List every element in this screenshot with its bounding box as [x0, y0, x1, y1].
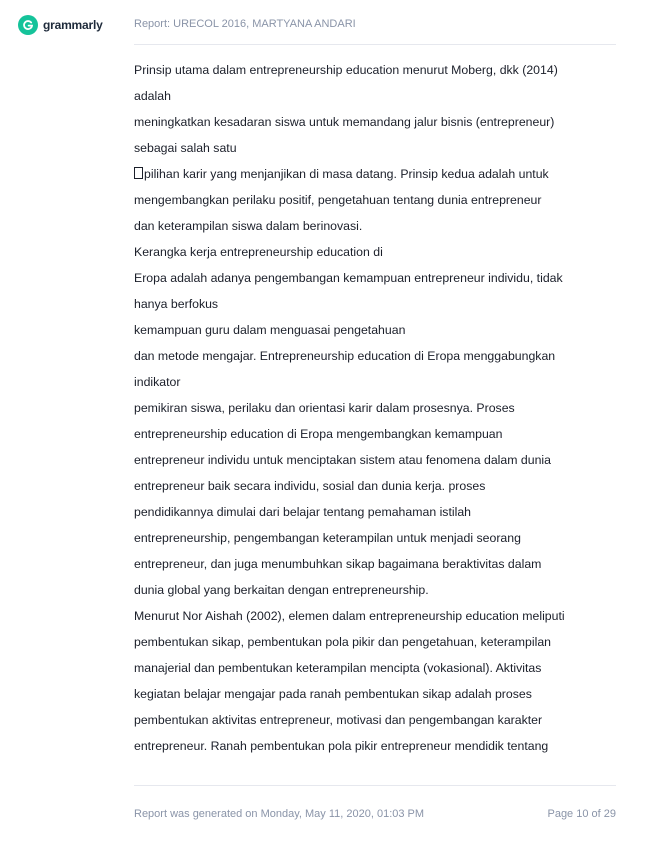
text-line: dan metode mengajar. Entrepreneurship education di Eropa menggabungkan: [134, 349, 556, 363]
text-line: kegiatan belajar mengajar pada ranah pembentukan sikap adalah proses: [134, 687, 532, 701]
text-line: pemikiran siswa, perilaku dan orientasi karir dalam prosesnya. Proses: [134, 401, 515, 415]
text-line: Eropa adalah adanya pengembangan kemampuan entrepreneur individu, tidak: [134, 271, 563, 285]
text-line: adalah: [134, 89, 171, 103]
text-line: pembentukan aktivitas entrepreneur, motivasi dan pengembangan karakter: [134, 713, 543, 727]
text-line: Kerangka kerja entrepreneurship education di: [134, 245, 383, 259]
text-line: manajerial dan pembentukan keterampilan mencipta (vokasional). Aktivitas: [134, 661, 542, 675]
footer-divider: [134, 785, 616, 786]
text-line: [134, 161, 614, 187]
brand-name: grammarly: [43, 18, 103, 32]
text-line: hanya berfokus: [134, 297, 219, 311]
text-line: mengembangkan perilaku positif, pengetahuan tentang dunia entrepreneur: [134, 193, 542, 207]
page-number: Page 10 of 29: [547, 808, 616, 820]
text-line: Prinsip utama dalam entrepreneurship education menurut Moberg, dkk (2014): [134, 63, 558, 77]
text-line: entrepreneurship, pengembangan keterampilan untuk menjadi seorang: [134, 531, 521, 545]
grammarly-logo[interactable]: [18, 15, 103, 35]
report-title: Report: URECOL 2016, MARTYANA ANDARI: [134, 18, 356, 30]
report-text: [134, 57, 614, 759]
text-line: entrepreneurship education di Eropa mengembangkan kemampuan: [134, 427, 503, 441]
text-line: entrepreneur, dan juga menumbuhkan sikap bagaimana beraktivitas dalam: [134, 557, 542, 571]
text-line: dan keterampilan siswa dalam berinovasi.: [134, 219, 363, 233]
text-line: kemampuan guru dalam menguasai pengetahuan: [134, 323, 406, 337]
text-line: pembentukan sikap, pembentukan pola pikir dan pengetahuan, keterampilan: [134, 635, 552, 649]
text-line: pendidikannya dimulai dari belajar tentang pemahaman istilah: [134, 505, 472, 519]
header-divider: [134, 44, 616, 45]
text-line: indikator: [134, 375, 181, 389]
text-line: Menurut Nor Aishah (2002), elemen dalam entrepreneurship education meliputi: [134, 609, 565, 623]
text-line: meningkatkan kesadaran siswa untuk memandang jalur bisnis (entrepreneur): [134, 115, 555, 129]
grammarly-logo-icon: [18, 15, 38, 35]
text-line-content: pilihan karir yang menjanjikan di masa datang. Prinsip kedua adalah untuk: [144, 167, 549, 181]
report-generated-date: Report was generated on Monday, May 11, 2020, 01:03 PM: [134, 808, 425, 820]
missing-glyph-box-icon: [134, 167, 143, 179]
text-line: entrepreneur. Ranah pembentukan pola pikir entrepreneur mendidik tentang: [134, 739, 549, 753]
text-line: entrepreneur baik secara individu, sosial dan dunia kerja. proses: [134, 479, 486, 493]
text-line: sebagai salah satu: [134, 141, 237, 155]
text-line: entrepreneur individu untuk menciptakan sistem atau fenomena dalam dunia: [134, 453, 551, 467]
report-header: [0, 0, 650, 50]
text-line: dunia global yang berkaitan dengan entrepreneurship.: [134, 583, 429, 597]
